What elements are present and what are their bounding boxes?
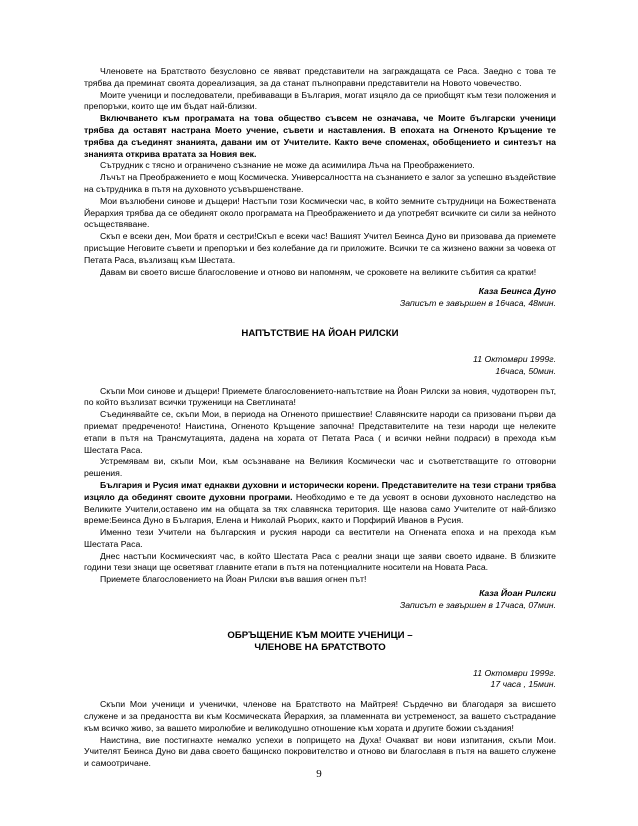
paragraph: Устремявам ви, скъпи Мои, към осъзнаване на Великия Космически час и съответстващите го отговорни решения. bbox=[84, 456, 556, 479]
section-title bbox=[84, 630, 556, 654]
paragraph: Лъчът на Преображението е мощ Космическа. Универсалността на съзнанието е залог за успешно въздействие на сътрудника в пътя на духовното усъвършенстване. bbox=[84, 172, 556, 194]
paragraph-tail: Необходимо е те да усвоят в основи духовното наследство на Великите Учители,оставено им на общата за тях славянска територия. Ще назова само Учителите от най-близко време:Беинса Дуно в България, Елена и Николай Рьорих, както и Порфирий Иванов в Русия. bbox=[84, 491, 557, 526]
signature: Каза Беинса Дуно bbox=[478, 286, 556, 297]
paragraph: Членовете на Братството безусловно се явяват представители на заграждащата се Раса. Заедно с това те трябва да преминат своята дореализация, за да станат пълноправни представители на Новото човечество. bbox=[84, 66, 556, 88]
paragraph: Съединявайте се, скъпи Мои, в периода на Огненото пришествие! Славянските народи са призовани първи да приемат предреченото! Наистина, Огненото Кръщение започна! Представителите на тези народи ще нелеките етапи в пътя на Трансмутацията, дадена на хората от Петата Раса ( и всички нейни подраси) в прехода към Шестата Раса. bbox=[84, 409, 556, 455]
document-page bbox=[84, 66, 556, 770]
paragraph: Моите ученици и последователи, пребиваващи в България, могат изцяло да се приобщят към тези положения и препоръки, които ще им бъдат най-близки. bbox=[84, 89, 556, 112]
paragraph bbox=[84, 480, 556, 527]
page-number: 9 bbox=[316, 768, 322, 780]
paragraph: Скъпи Мои ученици и ученички, членове на Братството на Майтрея! Сърдечно ви благодаря за висшето служене и за предаността ви към Космическата Йерархия, за пламенната ви устременост, за вашето състрадание към всичко живо, за вашето миролюбие и великодушно отношение към хората и другите божии създания! bbox=[84, 699, 556, 733]
time: 17 часа , 15мин. bbox=[490, 679, 556, 690]
paragraph: Давам ви своето висше благословение и отново ви напомням, че сроковете на великите събития са кратки! bbox=[100, 266, 537, 277]
date: 11 Октомври 1999г. bbox=[473, 353, 556, 364]
paragraph: Сътрудник с тясно и ограничено съзнание не може да асимилира Лъча на Преображението. bbox=[100, 160, 475, 171]
date: 11 Октомври 1999г. bbox=[473, 667, 556, 678]
section-title: НАПЪТСТВИЕ НА ЙОАН РИЛСКИ bbox=[241, 327, 399, 339]
bold-paragraph: Включването към програмата на това общество съвсем не означава, че Моите български ученици трябва да оставят настрана Моето учение, съвети и наставления. В епохата на Огненото Кръщение те трябва да съединят знанията, давани им от Учителите. Както вече споменах, обобщението и синтезът на знанията открива вратата за Новия век. bbox=[84, 113, 556, 159]
signature-note: Записът е завършен в 16часа, 48мин. bbox=[399, 298, 556, 309]
paragraph: Скъп е всеки ден, Мои братя и сестри!Скъп е всеки час! Вашият Учител Беинса Дуно ви призовава да приемете присъщие Неговите съвети и препоръки и без колебание да ги приложите. Всички те са жизнено важни за човека от Петата Раса, възлизащ към Шестата. bbox=[84, 231, 556, 265]
signature-note: Записът е завършен в 17часа, 07мин. bbox=[399, 599, 556, 610]
title-line: ЧЛЕНОВЕ НА БРАТСТВОТО bbox=[254, 641, 386, 653]
bold-lead: България и Русия имат еднакви духовни и исторически корени. Представителите на тези страни трябва изцяло да обединят своите духовни програми. bbox=[84, 479, 556, 502]
paragraph: Мои възлюбени синове и дъщери! Настъпи този Космически час, в който земните сътрудници на Божествената Йерархия трябва да се обединят около програмата на Преображението и да употребят всичките си сили за нейното осъществяване. bbox=[84, 195, 556, 230]
time: 16часа, 50мин. bbox=[495, 365, 556, 376]
paragraph: Именно тези Учители на българския и руския народи са вестители на Огнената епоха и на прехода към Шестата Раса. bbox=[84, 527, 556, 549]
paragraph: Наистина, вие постигнахте немалко успехи в попрището на Духа! Очакват ви нови изпитания, скъпи Мои. Учителят Беинса Дуно ви дава своето бащинско покровителство и отново ви благославя в пътя на вашето служене и самоотричане. bbox=[84, 734, 556, 769]
paragraph: Днес настъпи Космическият час, в който Шестата Раса с реални знаци ще заяви своето идване. В близките години тези знаци ще осветяват главните етапи в пътя на потенциалните носители на Новата Раса. bbox=[84, 550, 556, 573]
paragraph: Приемете благословението на Йоан Рилски във вашия огнен път! bbox=[100, 574, 367, 585]
title-line: ОБРЪЩЕНИЕ КЪМ МОИТЕ УЧЕНИЦИ – bbox=[227, 629, 413, 641]
signature: Каза Йоан Рилски bbox=[479, 588, 556, 599]
paragraph: Скъпи Мои синове и дъщери! Приемете благословението-напътствие на Йоан Рилски за новия, чудотворен път, по който възлизат всички труженици на Светлината! bbox=[84, 385, 556, 408]
